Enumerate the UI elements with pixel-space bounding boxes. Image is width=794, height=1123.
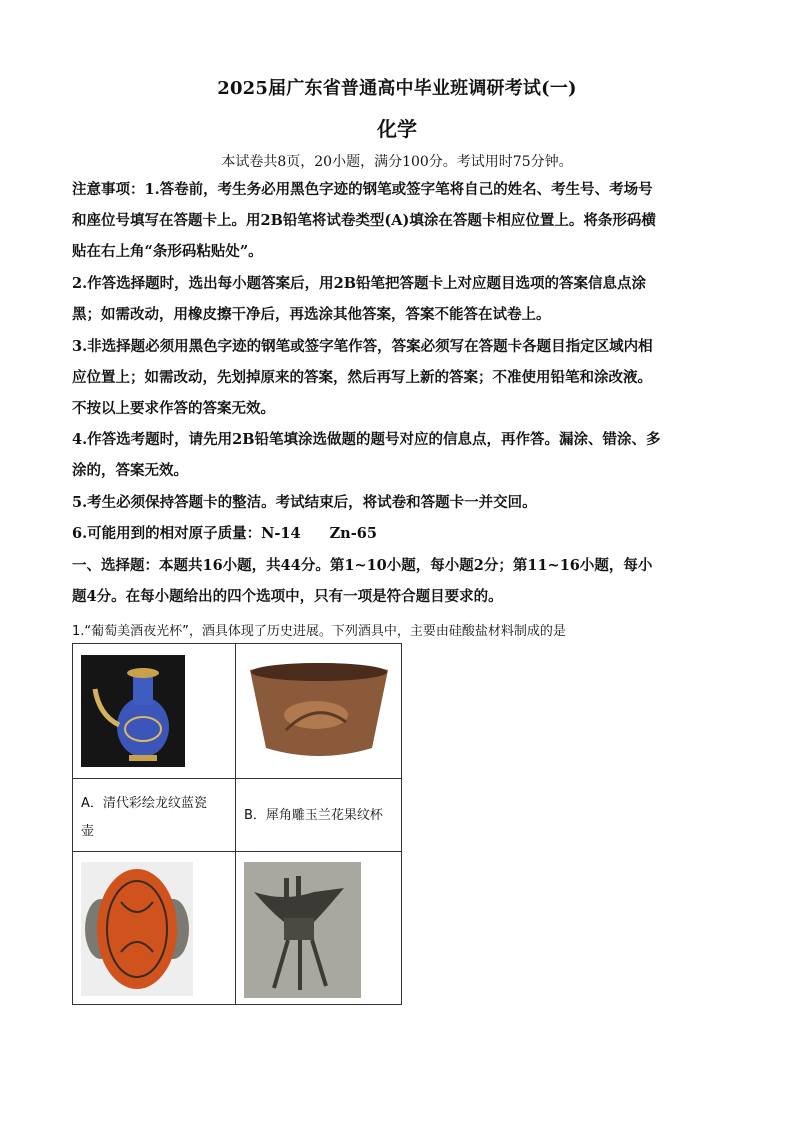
note-line: 贴在右上角“条形码粘贴处”。 bbox=[72, 243, 263, 260]
note-line: 3.非选择题必须用黑色字迹的钢笔或签字笔作答，答案必须写在答题卡各题目指定区域内相 bbox=[72, 338, 653, 355]
note-line: 2.作答选择题时，选出每小题答案后，用2B铅笔把答题卡上对应题目选项的答案信息点涂 bbox=[72, 275, 646, 292]
note-line: 4.作答选考题时，请先用2B铅笔填涂选做题的题号对应的信息点，再作答。漏涂、错涂、多 bbox=[72, 431, 661, 448]
option-b-label: B．犀角雕玉兰花果纹杯 bbox=[244, 808, 383, 823]
lacquer-ear-cup-image bbox=[81, 862, 193, 996]
option-a-image-cell bbox=[73, 644, 236, 779]
bronze-jue-vessel-image bbox=[244, 862, 361, 998]
option-b-image-cell bbox=[236, 644, 402, 779]
option-a-label: A．清代彩绘龙纹蓝瓷 bbox=[81, 796, 207, 811]
note-line: 5.考生必须保持答题卡的整洁。考试结束后，将试卷和答题卡一并交回。 bbox=[72, 494, 537, 511]
note-line: 注意事项：1.答卷前，考生务必用黑色字迹的钢笔或签字笔将自己的姓名、考生号、考场号 bbox=[72, 181, 653, 198]
option-a-label-cell bbox=[73, 779, 236, 852]
exam-info: 本试卷共8页，20小题，满分100分。考试用时75分钟。 bbox=[221, 154, 573, 170]
options-table bbox=[72, 643, 402, 1005]
note-line: 和座位号填写在答题卡上。用2B铅笔将试卷类型(A)填涂在答题卡相应位置上。将条形码横 bbox=[72, 212, 656, 229]
note-line: 6.可能用到的相对原子质量：N-14 Zn-65 bbox=[72, 525, 377, 542]
section-heading: 题4分。在每小题给出的四个选项中，只有一项是符合题目要求的。 bbox=[72, 588, 503, 605]
exam-title: 2025届广东省普通高中毕业班调研考试(一) bbox=[217, 78, 577, 99]
blue-porcelain-ewer-image bbox=[81, 655, 185, 767]
question-1-stem: 1.“葡萄美酒夜光杯”，酒具体现了历史进展。下列酒具中，主要由硅酸盐材料制成的是 bbox=[72, 624, 566, 639]
note-line: 涂的，答案无效。 bbox=[72, 462, 188, 479]
option-b-label-cell bbox=[236, 779, 402, 852]
subject-title: 化学 bbox=[377, 117, 417, 141]
section-heading: 一、选择题：本题共16小题，共44分。第1~10小题，每小题2分；第11~16小题，每小 bbox=[72, 557, 653, 574]
option-d-image-cell bbox=[236, 852, 402, 1005]
rhino-horn-cup-image bbox=[246, 660, 392, 763]
note-line: 不按以上要求作答的答案无效。 bbox=[72, 400, 275, 417]
note-line: 黑；如需改动，用橡皮擦干净后，再选涂其他答案，答案不能答在试卷上。 bbox=[72, 306, 551, 323]
note-line: 应位置上；如需改动，先划掉原来的答案，然后再写上新的答案；不准使用铅笔和涂改液。 bbox=[72, 369, 652, 386]
option-c-image-cell bbox=[73, 852, 236, 1005]
option-a-label-cont: 壶 bbox=[81, 824, 95, 839]
